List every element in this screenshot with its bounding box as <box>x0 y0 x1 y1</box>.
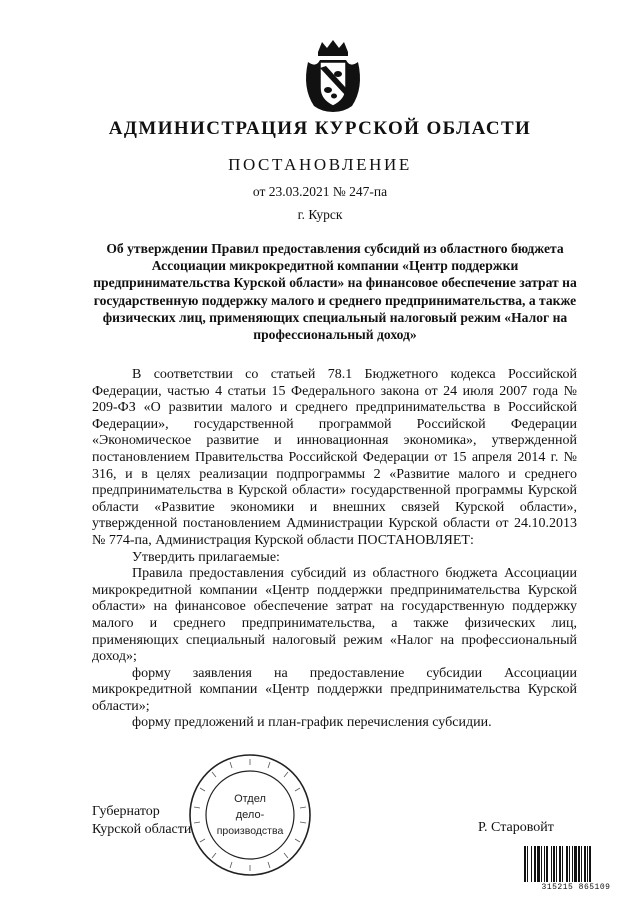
document-body <box>92 367 577 732</box>
document-title: Об утверждении Правил предоставления субсидий из областного бюджета Ассоциации микрокредитной компании «Центр поддержки предпринимательства Курской области» на финансовое обеспечение затрат на государственную поддержку малого и среднего предпринимательства, а также физических лиц, применяющих специальный налоговый режим «Налог на профессиональный доход» <box>93 241 577 343</box>
organization-title: АДМИНИСТРАЦИЯ КУРСКОЙ ОБЛАСТИ <box>108 118 532 139</box>
stamp-line2: дело- <box>235 809 265 821</box>
office-stamp <box>187 752 313 878</box>
barcode-image <box>524 846 628 882</box>
signatory-name: Р. Старовойт <box>478 820 554 835</box>
barcode-number: 315215 865109 <box>541 883 611 892</box>
document-date-number: от 23.03.2021 № 247-па <box>252 184 388 199</box>
body-paragraph: В соответствии со статьей 78.1 Бюджетного кодекса Российской Федерации, частью 4 статьи 15 Федерального закона от 24 июля 2007 года № 209-ФЗ «О развитии малого и среднего предпринимательства в Российской Федерации», государственной программой Российской Федерации «Экономическое развитие и инновационная экономика», утвержденной постановлением Правительства Российской Федерации от 15 апреля 2014 г. № 316, и в целях реализации подпрограммы 2 «Развитие малого и среднего предпринимательства в Курской области» государственной программы Курской области «Развитие экономики и внешних связей Курской области», утвержденной постановлением Администрации Курской области от 24.10.2013 № 774-па, Администрация Курской области ПОСТАНОВЛЯЕТ: <box>92 367 577 548</box>
coat-of-arms-emblem <box>300 38 366 114</box>
body-paragraph: форму заявления на предоставление субсидии Ассоциации микрокредитной компании «Центр поддержки предпринимательства Курской области»; <box>92 665 577 714</box>
body-paragraph: форму предложений и план-график перечисления субсидии. <box>132 715 492 731</box>
document-type: ПОСТАНОВЛЕНИЕ <box>228 155 412 174</box>
document-city: г. Курск <box>297 207 343 222</box>
body-paragraph: Утвердить прилагаемые: <box>132 549 280 565</box>
stamp-line1: Отдел <box>234 793 266 805</box>
body-paragraph: Правила предоставления субсидий из областного бюджета Ассоциации микрокредитной компании «Центр поддержки предпринимательства Курской области» на финансовое обеспечение затрат на государственную поддержку малого и среднего предпринимательства, а также физических лиц, применяющих специальный налоговый режим «Налог на профессиональный доход»; <box>92 566 577 665</box>
signatory-position <box>92 803 191 839</box>
signatory-position-line2: Курской области <box>92 822 192 837</box>
signatory-position-line1: Губернатор <box>92 804 160 819</box>
stamp-line3: производства <box>216 825 284 837</box>
